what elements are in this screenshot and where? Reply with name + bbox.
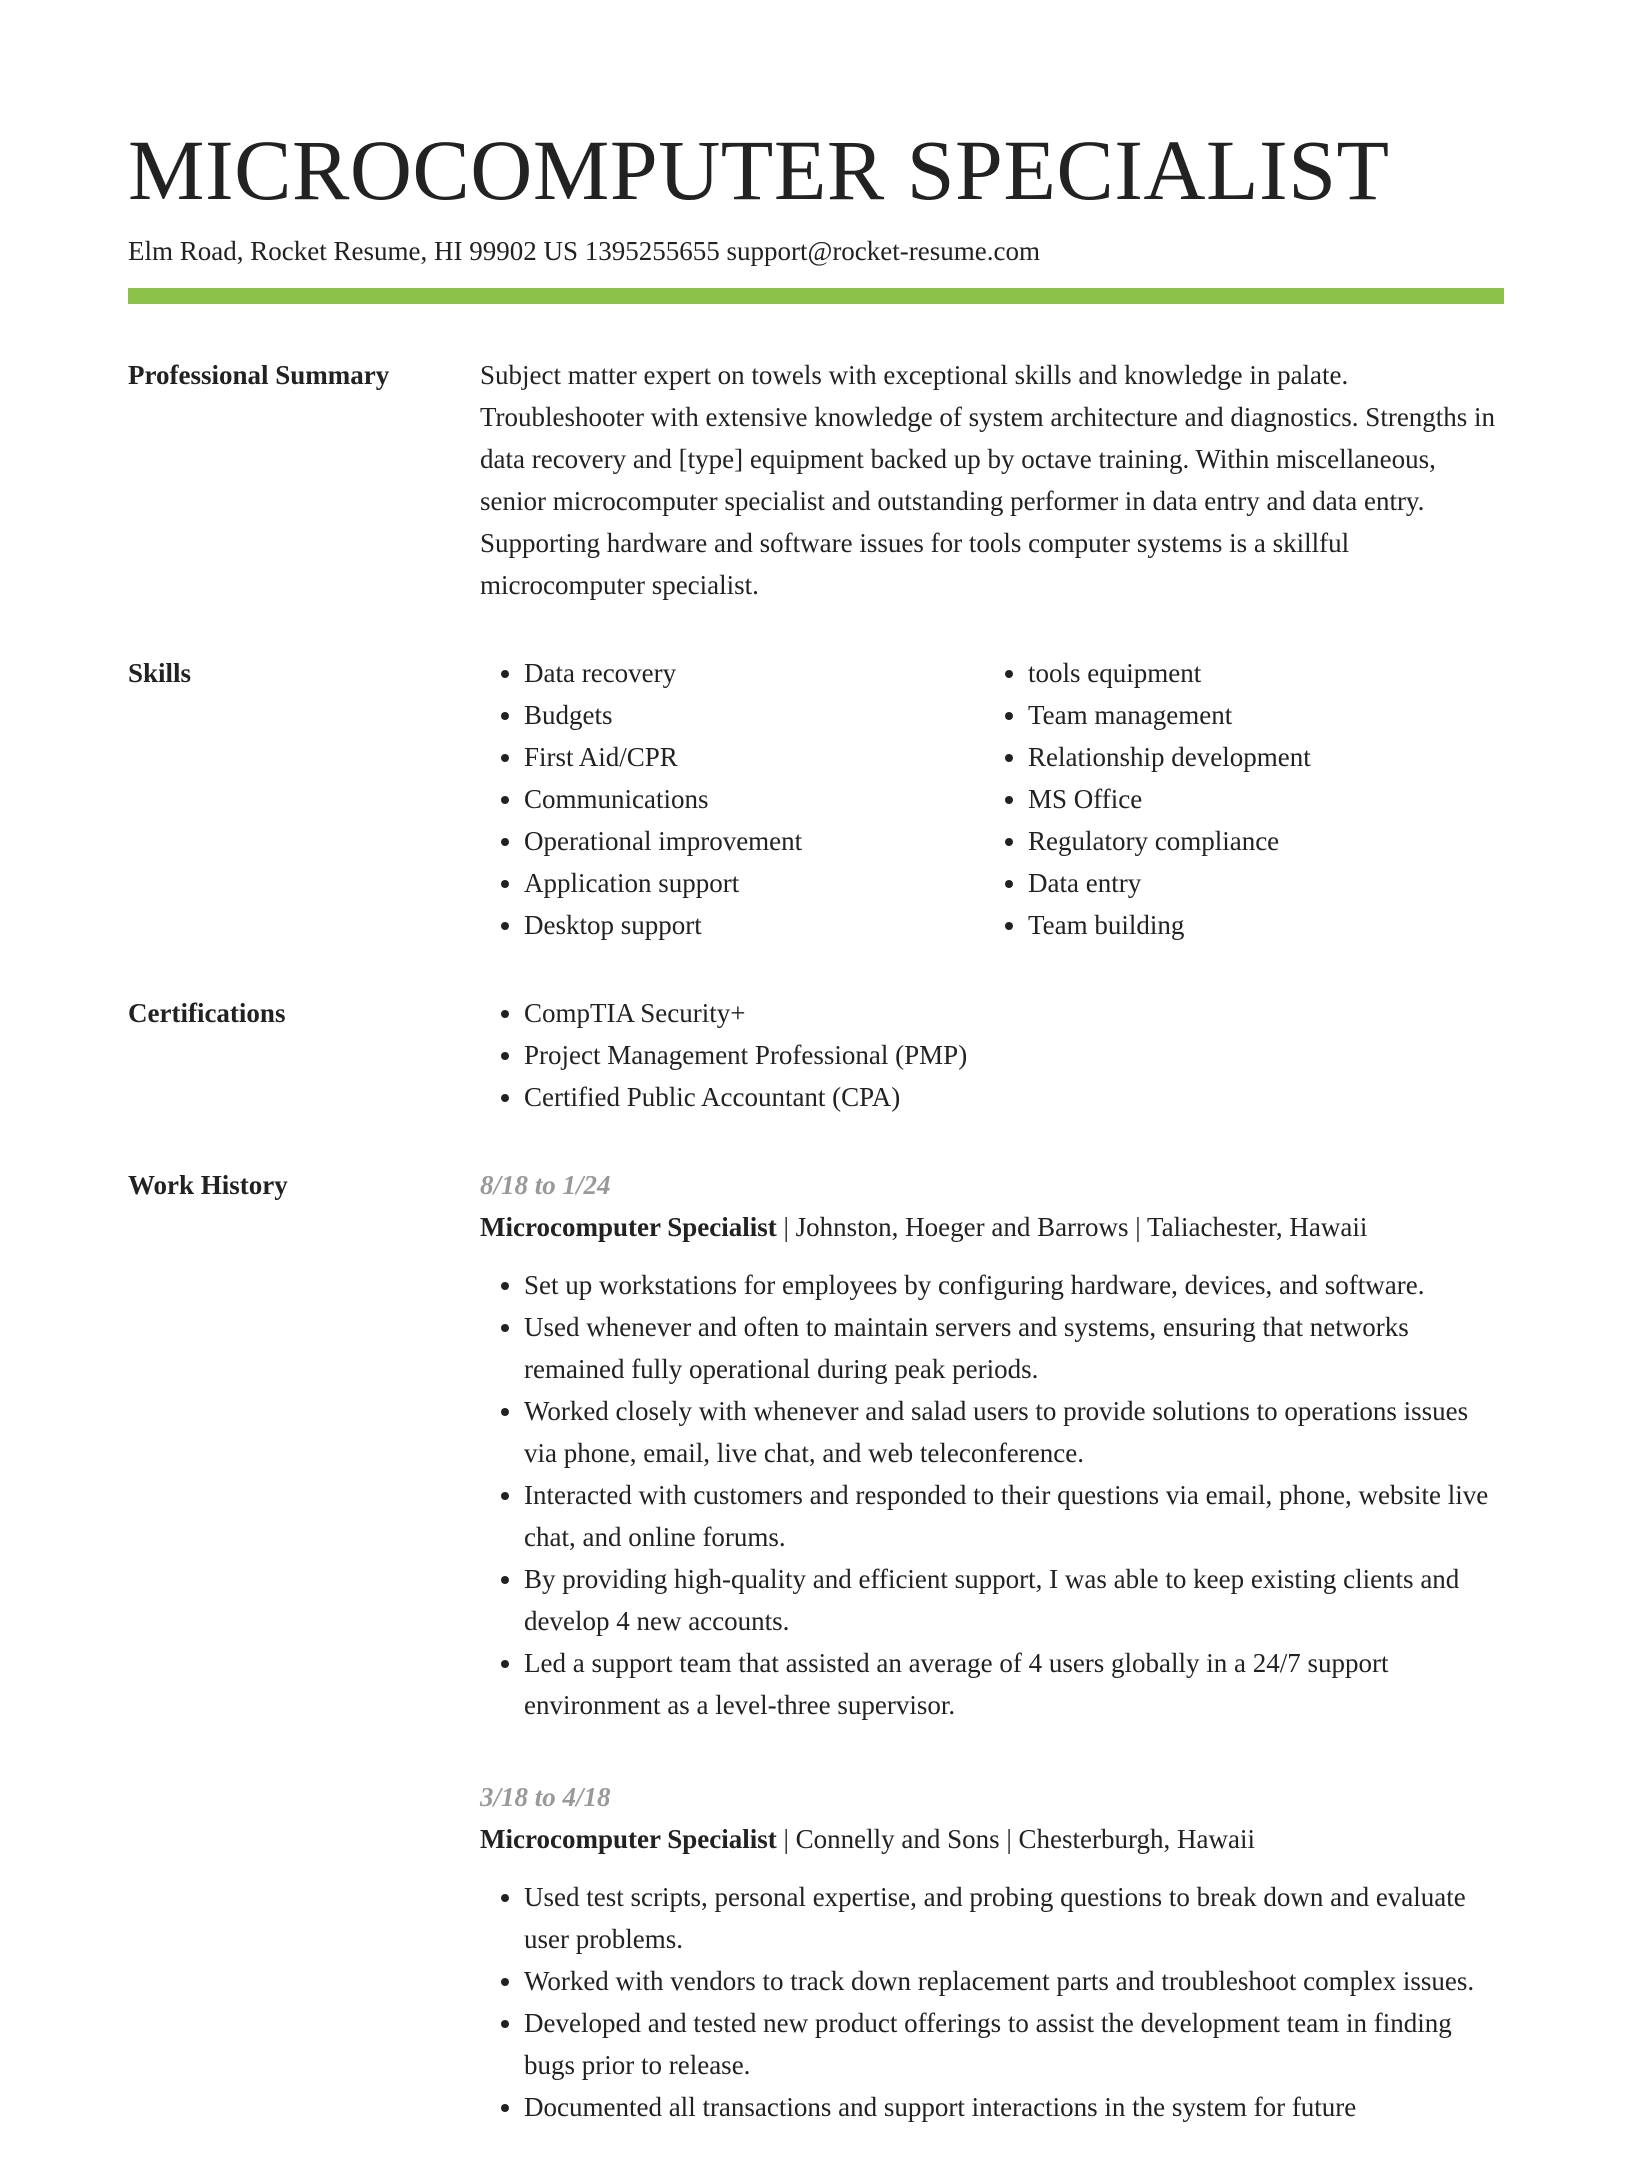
resume-title: MICROCOMPUTER SPECIALIST [128, 122, 1390, 218]
job-header [480, 1206, 1504, 1248]
skills-list-left [480, 652, 984, 946]
skills-list-right [984, 652, 1504, 946]
job-bullets [480, 1876, 1504, 2128]
skill-item: • Team management [1028, 694, 1504, 736]
job-header [480, 1818, 1504, 1860]
certification-item: • Certified Public Accountant (CPA) [524, 1076, 1504, 1118]
job-title: Microcomputer Specialist [480, 1824, 777, 1854]
job-bullet: • Set up workstations for employees by configuring hardware, devices, and software. [524, 1264, 1504, 1306]
skill-item: • First Aid/CPR [524, 736, 984, 778]
skill-item: • MS Office [1028, 778, 1504, 820]
job-bullet: • Led a support team that assisted an average of 4 users globally in a 24/7 support environment as a level-three supervisor. [524, 1642, 1504, 1726]
job-title: Microcomputer Specialist [480, 1212, 777, 1242]
job-dates: 8/18 to 1/24 [480, 1170, 611, 1200]
skills-section [128, 652, 1504, 946]
job-bullet: • By providing high-quality and efficient support, I was able to keep existing clients and develop 4 new accounts. [524, 1558, 1504, 1642]
skill-item: • Application support [524, 862, 984, 904]
skill-item: • tools equipment [1028, 652, 1504, 694]
skill-item: • Data entry [1028, 862, 1504, 904]
certification-item: • CompTIA Security+ [524, 992, 1504, 1034]
job-bullet: • Documented all transactions and support interactions in the system for future [524, 2086, 1504, 2128]
skill-item: • Desktop support [524, 904, 984, 946]
skill-item: • Budgets [524, 694, 984, 736]
summary-text: Subject matter expert on towels with exceptional skills and knowledge in palate. Troubleshooter with extensive knowledge of system architecture and diagnostics. Strengths in data recovery and [type] equipment backed up by octave training. Within miscellaneous, senior microcomputer specialist and outstanding performer in data entry and data entry. Supporting hardware and software issues for tools computer systems is a skillful microcomputer specialist. [480, 360, 1496, 600]
certifications-list [480, 992, 1504, 1118]
section-label-summary: Professional Summary [128, 360, 390, 390]
skill-item: • Operational improvement [524, 820, 984, 862]
job-bullets [480, 1264, 1504, 1726]
job-entry [480, 1776, 1504, 2128]
job-details: | Johnston, Hoeger and Barrows | Taliachester, Hawaii [776, 1212, 1368, 1242]
job-bullet: • Interacted with customers and responded to their questions via email, phone, website live chat, and online forums. [524, 1474, 1504, 1558]
section-label-work-history: Work History [128, 1170, 288, 1200]
job-dates: 3/18 to 4/18 [480, 1782, 611, 1812]
job-bullet: • Worked with vendors to track down replacement parts and troubleshoot complex issues. [524, 1960, 1504, 2002]
job-bullet: • Used whenever and often to maintain servers and systems, ensuring that networks remained fully operational during peak periods. [524, 1306, 1504, 1390]
contact-info: Elm Road, Rocket Resume, HI 99902 US 1395255655 support@rocket-resume.com [128, 236, 1040, 266]
job-bullet: • Developed and tested new product offerings to assist the development team in finding bugs prior to release. [524, 2002, 1504, 2086]
certification-item: • Project Management Professional (PMP) [524, 1034, 1504, 1076]
job-entry [480, 1164, 1504, 1726]
section-label-skills: Skills [128, 658, 192, 688]
job-bullet: • Worked closely with whenever and salad users to provide solutions to operations issues via phone, email, live chat, and web teleconference. [524, 1390, 1504, 1474]
resume-page [128, 0, 1504, 2178]
skill-item: • Communications [524, 778, 984, 820]
work-history-section [128, 1164, 1504, 2178]
section-label-certifications: Certifications [128, 998, 286, 1028]
skill-item: • Team building [1028, 904, 1504, 946]
summary-section [128, 354, 1504, 606]
skill-item: • Relationship development [1028, 736, 1504, 778]
skill-item: • Data recovery [524, 652, 984, 694]
job-bullet: • Used test scripts, personal expertise, and probing questions to break down and evaluate user problems. [524, 1876, 1504, 1960]
job-details: | Connelly and Sons | Chesterburgh, Hawaii [776, 1824, 1255, 1854]
header-divider [128, 288, 1504, 304]
skill-item: • Regulatory compliance [1028, 820, 1504, 862]
certifications-section [128, 992, 1504, 1118]
